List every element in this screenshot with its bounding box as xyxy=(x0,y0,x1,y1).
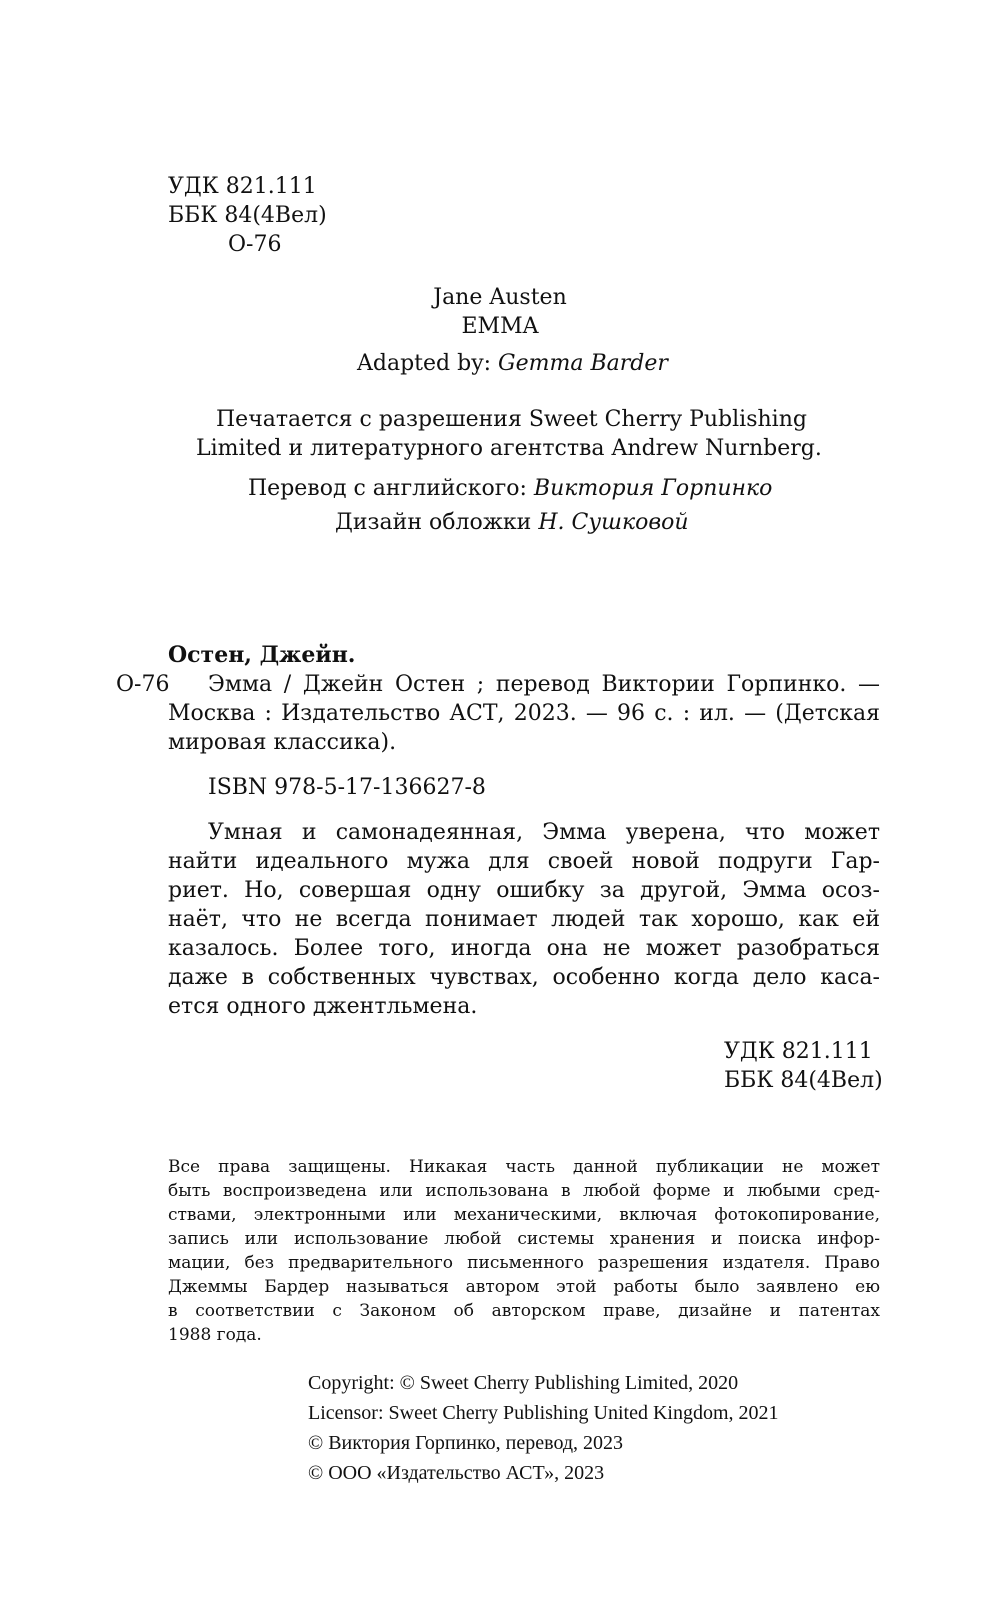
annotation-line-6: даже в собственных чувствах, особенно когда дело каса- xyxy=(168,965,880,990)
translation-credit xyxy=(248,474,772,503)
annotation-line-3: риет. Но, совершая одну ошибку за другой, Эмма осоз- xyxy=(168,878,880,903)
rights-line-6: Джеммы Бардер называться автором этой работы было заявлено ею xyxy=(168,1277,880,1297)
cover-credit xyxy=(335,508,689,537)
bib-code: О-76 xyxy=(116,672,170,697)
copyright-line-4: © ООО «Издательство АСТ», 2023 xyxy=(308,1462,605,1484)
cover-designer-name: Н. Сушковой xyxy=(538,510,689,535)
original-title: EMMA xyxy=(461,314,539,339)
rights-line-5: мации, без предварительного письменного разрешения издателя. Право xyxy=(168,1253,880,1273)
copyright-line-2: Licensor: Sweet Cherry Publishing United Kingdom, 2021 xyxy=(308,1402,779,1424)
footer-udk: УДК 821.111 xyxy=(724,1039,873,1064)
bib-author-heading-text: Остен, Джейн. xyxy=(168,642,356,668)
cover-label: Дизайн обложки xyxy=(335,510,532,535)
rights-line-1: Все права защищены. Никакая часть данной публикации не может xyxy=(168,1157,880,1177)
translation-label: Перевод с английского: xyxy=(248,476,527,501)
footer-bbk: ББК 84(4Вел) xyxy=(724,1068,883,1093)
annotation-line-5: казалось. Более того, иногда она не может разобраться xyxy=(168,936,880,961)
annotation-line-4: наёт, что не всегда понимает людей так хорошо, как ей xyxy=(168,907,880,932)
adapted-label: Adapted by: xyxy=(357,351,492,376)
copyright-line-1: Copyright: © Sweet Cherry Publishing Limited, 2020 xyxy=(308,1372,739,1394)
rights-line-4: запись или использование любой системы хранения и поиска инфор- xyxy=(168,1229,880,1249)
rights-line-2: быть воспроизведена или использована в любой форме и любыми сред- xyxy=(168,1181,880,1201)
translator-name: Виктория Горпинко xyxy=(533,476,773,501)
author-code: О-76 xyxy=(228,232,282,257)
annotation-line-1: Умная и самонадеянная, Эмма уверена, что может xyxy=(208,820,880,845)
bib-line-2: Москва : Издательство АСТ, 2023. — 96 с. : ил. — (Детская xyxy=(168,701,880,726)
isbn: ISBN 978-5-17-136627-8 xyxy=(208,775,486,800)
bib-line-3: мировая классика). xyxy=(168,730,397,755)
annotation-line-7: ется одного джентльмена. xyxy=(168,994,478,1019)
adapted-by xyxy=(357,349,668,378)
udk-index: УДК 821.111 xyxy=(168,174,317,199)
original-author: Jane Austen xyxy=(433,285,567,310)
rights-line-7: в соответствии с Законом об авторском праве, дизайне и патентах xyxy=(168,1301,880,1321)
copyright-line-3: © Виктория Горпинко, перевод, 2023 xyxy=(308,1432,624,1454)
rights-line-3: ствами, электронными или механическими, включая фотокопирование, xyxy=(168,1205,880,1225)
bbk-index: ББК 84(4Вел) xyxy=(168,203,327,228)
adapter-name: Gemma Barder xyxy=(498,351,668,376)
permission-line-2: Limited и литературного агентства Andrew Nurnberg. xyxy=(196,436,822,461)
bib-line-1: Эмма / Джейн Остен ; перевод Виктории Горпинко. — xyxy=(208,672,880,697)
permission-line-1: Печатается с разрешения Sweet Cherry Publishing xyxy=(216,407,807,432)
rights-line-8: 1988 года. xyxy=(168,1325,262,1345)
bib-author-heading xyxy=(168,641,355,670)
annotation-line-2: найти идеального мужа для своей новой подруги Гар- xyxy=(168,849,880,874)
